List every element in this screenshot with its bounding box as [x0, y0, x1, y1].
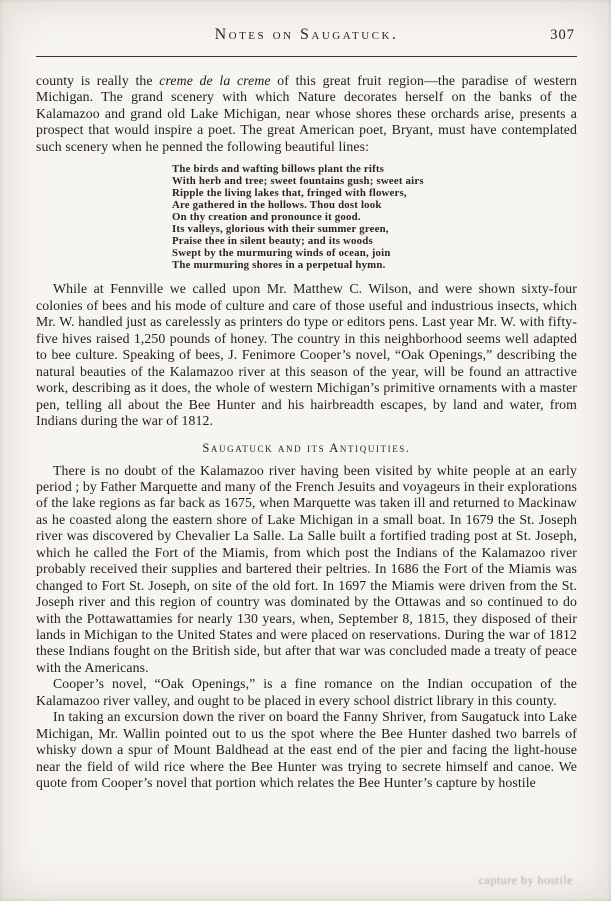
- paragraph-text: While at Fennville we called upon Mr. Matthew C. Wilson, and were shown sixty-four colonies of bees and his mode of culture and care of those useful and industrious insects, which Mr. W. handled just as carelessly as printers do type or editors pens. Last year Mr. W. with fifty-five hives raised 1,250 pounds of honey. The country in this neighborhood seems well adapted to bee culture. Speaking of bees, J. Fenimore Cooper’s novel, “Oak Openings,” describing the natural beauties of the Kalamazoo river at this season of the year, will be found an attractive work, describing as it does, the whole of western Michigan’s primitive ornaments with a master pen, telling all about the Bee Hunter and his hairbreadth escapes, by land and water, from Indians during the war of 1812.: [36, 281, 577, 429]
- italic-phrase: creme de la creme: [159, 73, 271, 88]
- paragraph-text: Cooper’s novel, “Oak Openings,” is a fine romance on the Indian occupation of the Kalamazoo river valley, and ought to be placed in every school district library in this county.: [36, 676, 577, 708]
- verse-line: On thy creation and pronounce it good.: [172, 210, 361, 223]
- page-body: [36, 73, 577, 792]
- verse-line: Swept by the murmuring winds of ocean, join: [172, 246, 391, 259]
- paragraph: [36, 709, 577, 791]
- paragraph: [36, 676, 577, 709]
- verse-line: Are gathered in the hollows. Thou dost look: [172, 198, 382, 211]
- paragraph-text: There is no doubt of the Kalamazoo river having been visited by white people at an early period ; by Father Marquette and many of the French Jesuits and voyageurs in their explorations of the lake regions as far back as 1675, when Marquette was taken ill and returned to Mackinaw as he coasted along the eastern shore of Lake Michigan in a small boat. In 1679 the St. Joseph river was discovered by Chevalier La Salle. La Salle built a fortified trading post at St. Joseph, which he called the Fort of the Miamis, from which post the Indians of the Kalamazoo river probably received their supplies and bartered their peltries. In 1686 the Fort of the Miamis was changed to Fort St. Joseph, on site of the old fort. In 1697 the Miamis were driven from the St. Joseph river and this region of country was dominated by the Ottawas and so continued to do with the Pottawattamies for nearly 130 years, when, September 8, 1815, they disposed of their lands in Michigan to the United States and were placed on reservations. During the war of 1812 these Indians fought on the British side, but after that war was concluded made a treaty of peace with the Americans.: [36, 462, 577, 675]
- paragraph-text: of this great fruit region—the paradise of western Michigan. The grand scenery with which Nature decorates herself on the banks of the Kalamazoo and grand old Lake Michigan, near whose shores these orchards arise, presents a prospect that would inspire a poet. The great American poet, Bryant, must have contemplated such scenery when he penned the following beautiful lines:: [36, 73, 577, 154]
- section-heading: Saugatuck and its Antiquities.: [202, 440, 411, 455]
- verse-line: Ripple the living lakes that, fringed with flowers,: [172, 187, 407, 200]
- verse-block: [172, 164, 577, 271]
- page-title: Notes on Saugatuck.: [214, 26, 399, 43]
- verse-line: The murmuring shores in a perpetual hymn.: [172, 258, 386, 271]
- scan-artifact-ghost-text: capture by hostile: [478, 873, 573, 887]
- verse-line: Praise thee in silent beauty; and its woods: [172, 234, 373, 247]
- paragraph-text: county is really the: [36, 73, 160, 88]
- verse-line: The birds and wafting billows plant the rifts: [172, 163, 385, 176]
- verse-line: With herb and tree; sweet fountains gush; sweet airs: [172, 175, 424, 188]
- header-rule: [36, 56, 577, 57]
- paragraph: [36, 463, 577, 677]
- verse-line: Its valleys, glorious with their summer green,: [172, 222, 389, 235]
- paragraph: [36, 281, 577, 429]
- page-number: 307: [550, 27, 575, 43]
- paragraph: [36, 73, 577, 155]
- paragraph-text: In taking an excursion down the river on board the Fanny Shriver, from Saugatuck into Lake Michigan, Mr. Wallin pointed out to us the spot where the Bee Hunter dashed two barrels of whisky down a spur of Mount Baldhead at the east end of the pier and facing the light-house near the field of wild rice where the Bee Hunter was trying to secrete himself and canoe. We quote from Cooper’s novel that portion which relates the Bee Hunter’s capture by hostile: [36, 709, 577, 791]
- running-head: [36, 26, 577, 50]
